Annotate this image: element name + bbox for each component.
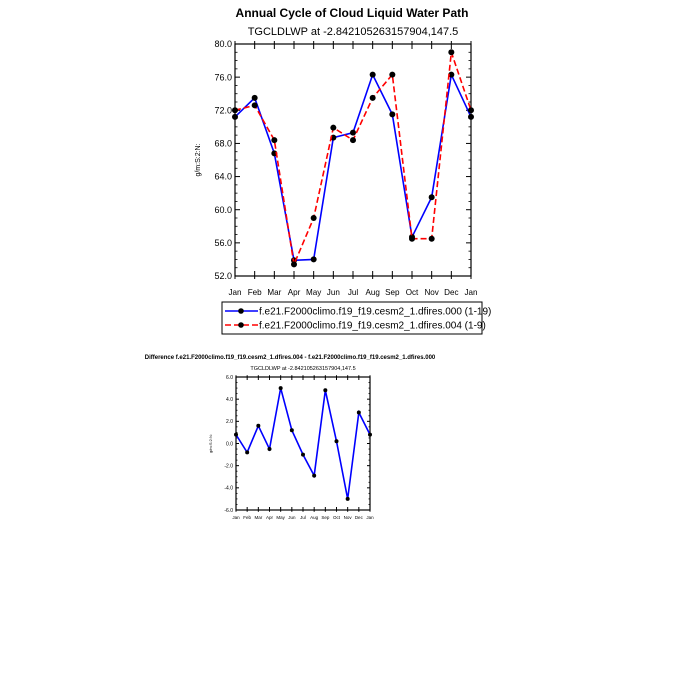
data-point-0-12	[368, 433, 372, 437]
data-point-1-12	[468, 107, 474, 113]
data-point-0-7	[370, 72, 376, 78]
legend	[222, 302, 491, 334]
x-tick-label: Jun	[288, 515, 296, 520]
x-tick-label: Apr	[287, 288, 301, 297]
x-tick-label: Mar	[254, 515, 263, 520]
plot-frame	[236, 377, 370, 510]
x-tick-label: Dec	[354, 515, 363, 520]
data-point-1-9	[409, 236, 415, 242]
x-tick-label: Aug	[365, 288, 380, 297]
data-point-0-10	[429, 194, 435, 200]
data-point-1-0	[232, 107, 238, 113]
x-tick-label: May	[306, 288, 322, 297]
y-tick-label: 0.0	[226, 441, 233, 448]
plot-frame	[235, 44, 471, 276]
data-point-1-6	[350, 137, 356, 143]
data-point-0-12	[468, 114, 474, 120]
data-point-0-4	[279, 386, 283, 390]
x-tick-label: Nov	[343, 515, 352, 520]
y-tick-label: 64.0	[214, 171, 232, 182]
data-point-1-1	[252, 102, 258, 108]
y-tick-label: 72.0	[214, 105, 232, 116]
y-tick-label: -2.0	[224, 463, 233, 470]
y-axis-label: g/m:S:2:N:	[195, 143, 202, 177]
chart-subtitle: TGCLDLWP at -2.842105263157904,147.5	[250, 366, 356, 372]
y-tick-label: 4.0	[226, 396, 233, 403]
series-line-0	[236, 388, 370, 499]
data-point-1-8	[389, 72, 395, 78]
x-tick-label: Aug	[310, 515, 319, 520]
chart-title: Annual Cycle of Cloud Liquid Water Path	[235, 6, 469, 20]
data-point-0-11	[357, 410, 361, 414]
series-line-1	[235, 52, 471, 264]
x-tick-label: Feb	[243, 515, 252, 520]
data-point-1-10	[429, 236, 435, 242]
y-tick-label: 80.0	[214, 39, 232, 50]
data-point-0-10	[346, 497, 350, 501]
y-tick-label: 2.0	[226, 419, 233, 426]
y-tick-label: 52.0	[214, 271, 232, 282]
data-point-0-8	[389, 111, 395, 117]
legend-marker-0	[238, 308, 244, 314]
y-tick-label: 68.0	[214, 138, 232, 149]
data-point-1-7	[370, 95, 376, 101]
y-tick-label: 60.0	[214, 204, 232, 215]
chart-subtitle: TGCLDLWP at -2.842105263157904,147.5	[247, 26, 459, 38]
data-point-0-4	[311, 256, 317, 262]
data-point-0-0	[234, 433, 238, 437]
data-point-0-3	[268, 447, 272, 451]
x-tick-label: May	[276, 515, 285, 520]
x-tick-label: Jun	[326, 288, 340, 297]
difference-chart	[145, 355, 436, 520]
data-point-0-0	[232, 114, 238, 120]
data-point-0-1	[252, 95, 258, 101]
data-point-0-6	[301, 453, 305, 457]
chart-title: Difference f.e21.F2000climo.f19_f19.cesm2_1.dfires.004 - f.e21.F2000climo.f19_f19.cesm2_1.dfires.000	[144, 355, 436, 361]
x-tick-label: Mar	[267, 288, 282, 297]
x-tick-label: Jan	[366, 515, 374, 520]
data-point-1-4	[311, 215, 317, 221]
data-point-0-6	[350, 130, 356, 136]
data-point-0-7	[312, 474, 316, 478]
x-tick-label: Feb	[247, 288, 262, 297]
x-tick-label: Jul	[300, 515, 306, 520]
data-point-0-2	[256, 424, 260, 428]
y-tick-label: 56.0	[214, 238, 232, 249]
x-tick-label: Apr	[265, 515, 274, 520]
x-tick-label: Jan	[232, 515, 240, 520]
y-tick-label: 76.0	[214, 72, 232, 83]
main-chart	[195, 6, 491, 334]
x-tick-label: Nov	[424, 288, 439, 297]
series-line-0	[235, 75, 471, 261]
y-axis-label: g/m:S:2:N:	[208, 434, 213, 453]
data-point-1-11	[448, 49, 454, 55]
x-tick-label: Jul	[347, 288, 359, 297]
x-tick-label: Jan	[228, 288, 242, 297]
legend-marker-1	[238, 322, 244, 328]
x-tick-label: Dec	[444, 288, 459, 297]
x-tick-label: Jan	[464, 288, 478, 297]
x-tick-label: Sep	[385, 288, 400, 297]
data-point-0-5	[290, 428, 294, 432]
x-tick-label: Oct	[405, 288, 419, 297]
data-point-1-5	[330, 125, 336, 131]
data-point-0-9	[335, 439, 339, 443]
data-point-1-3	[291, 261, 297, 267]
legend-label-0: f.e21.F2000climo.f19_f19.cesm2_1.dfires.000 (1-19)	[259, 306, 492, 318]
y-tick-label: 6.0	[226, 374, 233, 381]
data-point-0-1	[245, 450, 249, 454]
y-tick-label: -4.0	[224, 485, 233, 492]
legend-label-1: f.e21.F2000climo.f19_f19.cesm2_1.dfires.004 (1-9)	[259, 320, 486, 332]
y-tick-label: -6.0	[224, 507, 233, 514]
x-tick-label: Oct	[332, 515, 341, 520]
data-point-1-2	[271, 137, 277, 143]
data-point-0-8	[323, 388, 327, 392]
x-tick-label: Sep	[321, 515, 330, 520]
